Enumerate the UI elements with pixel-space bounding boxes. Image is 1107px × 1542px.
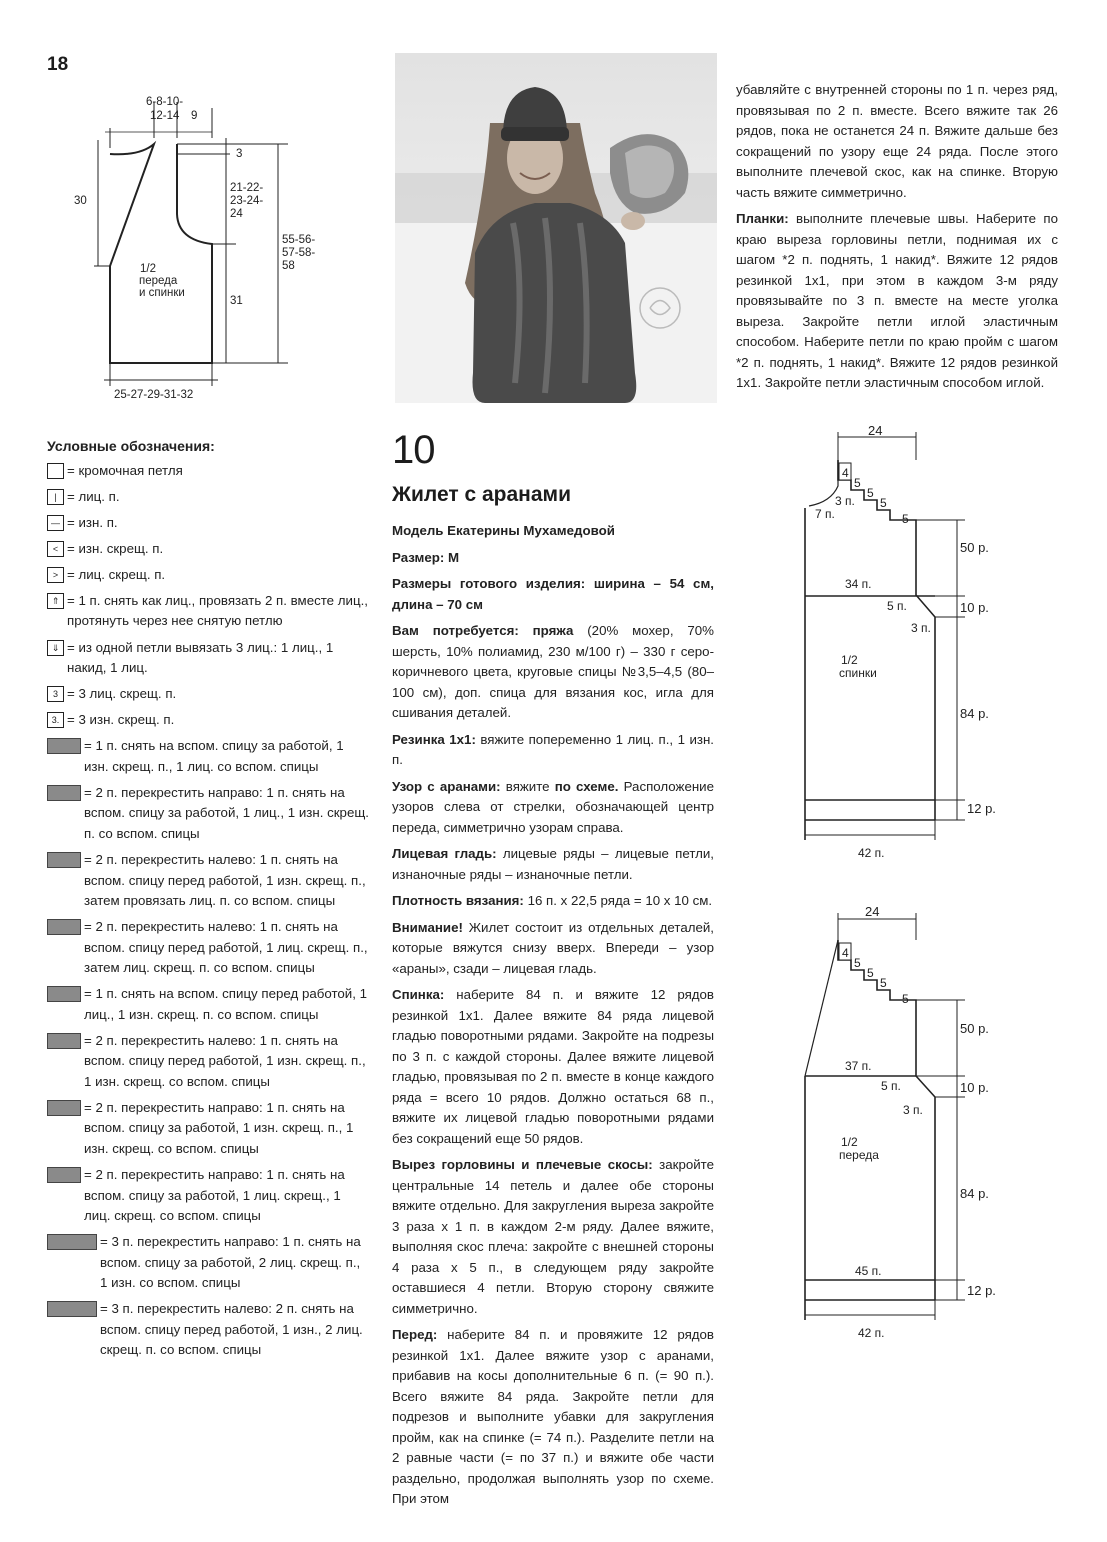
front-step-5d: 5 bbox=[902, 992, 909, 1006]
legend-item: ⇑ = 1 п. снять как лиц., провязать 2 п. вместе лиц., протянуть через нее снятую петлю bbox=[47, 591, 369, 632]
legend-item: = 2 п. перекрестить налево: 1 п. снять на вспом. спицу перед работой, 1 изн. скрещ. п., 1 изн. скрещ. со вспом. спицы bbox=[47, 1031, 369, 1093]
step-5c: 5 bbox=[880, 496, 887, 510]
schematic-front-back bbox=[60, 88, 360, 408]
legend bbox=[47, 436, 369, 1366]
cable-left-icon bbox=[47, 986, 81, 1002]
stitches-3: 3 п. bbox=[911, 621, 931, 635]
three-cross-left-icon bbox=[47, 1301, 97, 1317]
front-rows-12: 12 р. bbox=[967, 1283, 996, 1298]
edge-stitch-icon bbox=[47, 463, 64, 479]
step-5b: 5 bbox=[867, 486, 874, 500]
dim-top-2: 12-14 bbox=[150, 110, 180, 122]
front-step-5b: 5 bbox=[867, 966, 874, 980]
bands-text: выполните плечевые швы. Наберите по краю выреза горловины петли, поднимая их с шагом *2 п. поднять, 1 накид*. Вяжите 12 рядов резинкой 1х1, при этом в каждом 3-м ряду провязывайте по 3 п. вместе на месте уголка выреза. Закройте петли иглой эластичным способом. Наберите петли по краю пройм с шагом *2 п. поднять, 1 накид*. Вяжите 12 рядов резинкой 1х1. Закройте петли эластичным способом иглой. bbox=[736, 211, 1058, 390]
dim-total-2: 57-58- bbox=[282, 247, 316, 259]
cross-left-icon bbox=[47, 852, 81, 868]
front-stitches-5: 5 п. bbox=[881, 1079, 901, 1093]
stitches-37: 37 п. bbox=[845, 1059, 872, 1073]
step-5d: 5 bbox=[902, 512, 909, 526]
dim-armhole-3: 24 bbox=[230, 208, 243, 220]
dim-bottom: 25-27-29-31-32 bbox=[114, 389, 194, 401]
stockinette-paragraph: Лицевая гладь: лицевые ряды – лицевые петли, изнаночные ряды – изнаночные петли. bbox=[392, 846, 714, 882]
legend-item: = 3 п. перекрестить направо: 1 п. снять на вспом. спицу за работой, 2 лиц. скрещ. п., 1 изн. со вспом. спицы bbox=[47, 1232, 369, 1294]
instructions-column-middle bbox=[392, 521, 714, 1516]
dim-top-1: 6-8-10- bbox=[146, 96, 184, 108]
legend-item: = 1 п. снять на вспом. спицу перед работой, 1 лиц., 1 изн. скрещ. п. со вспом. спицы bbox=[47, 984, 369, 1025]
decrease-icon: ⇑ bbox=[47, 593, 64, 609]
front-step-5c: 5 bbox=[880, 976, 887, 990]
neck-3: 3 п. bbox=[835, 494, 855, 508]
legend-item: > = лиц. скрещ. п. bbox=[47, 565, 369, 586]
attention-paragraph: Внимание! Жилет состоит из отдельных деталей, которые вяжутся снизу вверх. Впереди – узор «араны», сзади – лицевая гладь. bbox=[392, 919, 714, 976]
rows-10: 10 р. bbox=[960, 600, 989, 615]
legend-item: = 2 п. перекрестить налево: 1 п. снять на вспом. спицу перед работой, 1 лиц. скрещ. п., затем лиц. скрещ. п. со вспом. спицы bbox=[47, 917, 369, 979]
purl-stitch-icon: — bbox=[47, 515, 64, 531]
bands-paragraph bbox=[736, 209, 1058, 394]
front-step-4: 4 bbox=[842, 946, 849, 960]
dim-30: 30 bbox=[74, 195, 87, 207]
neck-7: 7 п. bbox=[815, 507, 835, 521]
model-photo bbox=[395, 53, 717, 403]
front-paragraph: Перед: наберите 84 п. и провяжите 12 рядов резинкой 1х1. Далее вяжите узор с аранами, прибавив на косы дополнительные 6 п. (= 90 п.). Всего вяжите 84 ряда. Закройте петли для подрезов и выполните убавки для закругления пройм, как на спинке (= 74 п.). Разделите петли на 2 равные части (= по 37 п.) и вяжите обе части раздельно, продолжая выполнять узор по схеме. При этом bbox=[392, 1327, 714, 1506]
schematic-back bbox=[795, 420, 1045, 870]
schematic-front bbox=[795, 900, 1045, 1350]
gauge-paragraph: Плотность вязания: 16 п. х 22,5 ряда = 10 х 10 см. bbox=[392, 893, 713, 908]
legend-item: < = изн. скрещ. п. bbox=[47, 539, 369, 560]
pattern-number: 10 bbox=[392, 428, 435, 472]
legend-item: = кромочная петля bbox=[47, 461, 369, 482]
legend-item: — = изн. п. bbox=[47, 513, 369, 534]
label-half: 1/2 bbox=[140, 263, 156, 275]
front-top-width: 24 bbox=[865, 904, 880, 919]
knit-stitch-icon: | bbox=[47, 489, 64, 505]
cross-left-twisted-icon bbox=[47, 919, 81, 935]
finished-size: Размеры готового изделия: ширина – 54 см, длина – 70 см bbox=[392, 576, 714, 612]
front-stitches-3: 3 п. bbox=[903, 1103, 923, 1117]
back-paragraph: Спинка: наберите 84 п. и вяжите 12 рядов резинкой 1х1. Далее вяжите 84 ряда лицевой гладью поворотными рядами. Закройте на подрезы по 3 п. с каждой стороны. Далее вяжите лицевой гладью, провязывая по 2 п. вместе в конце каждого ряда = всего 10 рядов. Должно остаться 68 п., вяжите их лицевой гладью поворотными рядами без сокращений еще 50 рядов. bbox=[392, 987, 714, 1146]
front-bottom-42: 42 п. bbox=[858, 1326, 885, 1340]
dim-31: 31 bbox=[230, 295, 243, 307]
label-and-back: и спинки bbox=[139, 287, 185, 299]
bottom-42: 42 п. bbox=[858, 846, 885, 860]
rows-84: 84 р. bbox=[960, 706, 989, 721]
front-continued-text: убавляйте с внутренней стороны по 1 п. через ряд, провязывая по 2 п. вместе. Всего вяжите так 26 рядов, пока не останется 24 п. Вяжите дальше без сокращений по узору еще 24 ряда. После этого выполните плечевой скос, как на спинке. Вторую часть вяжите симметрично. bbox=[736, 82, 1058, 200]
stitches-5: 5 п. bbox=[887, 599, 907, 613]
page-number: 18 bbox=[47, 54, 69, 75]
legend-item: = 2 п. перекрестить направо: 1 п. снять на вспом. спицу за работой, 1 лиц., 1 изн. скрещ. п. со вспом. спицы bbox=[47, 783, 369, 845]
legend-item: = 3 п. перекрестить налево: 2 п. снять на вспом. спицу перед работой, 1 изн., 2 лиц. скрещ. п. со вспом. спицы bbox=[47, 1299, 369, 1361]
rows-50: 50 р. bbox=[960, 540, 989, 555]
rib-paragraph: Резинка 1х1: вяжите попеременно 1 лиц. п., 1 изн. п. bbox=[392, 731, 715, 767]
front-rows-84: 84 р. bbox=[960, 1186, 989, 1201]
cross-left-purl-icon bbox=[47, 1033, 81, 1049]
front-label: переда bbox=[839, 1148, 879, 1162]
stitches-45: 45 п. bbox=[855, 1264, 882, 1278]
dim-top-3: 9 bbox=[191, 110, 198, 122]
size: Размер: М bbox=[392, 549, 460, 565]
legend-title: Условные обозначения: bbox=[47, 438, 215, 454]
legend-item: = 1 п. снять на вспом. спицу за работой, 1 изн. скрещ. п., 1 лиц. со вспом. спицы bbox=[47, 736, 369, 777]
legend-item: = 2 п. перекрестить налево: 1 п. снять на вспом. спицу перед работой, 1 изн. скрещ. п., затем провязать лиц. п. со вспом. спицы bbox=[47, 850, 369, 912]
three-purl-twisted-icon: 3. bbox=[47, 712, 64, 728]
rows-12: 12 р. bbox=[967, 801, 996, 816]
three-cross-right-icon bbox=[47, 1234, 97, 1250]
back-label: спинки bbox=[839, 666, 877, 680]
model-credit: Модель Екатерины Мухамедовой bbox=[392, 523, 615, 538]
dim-total-1: 55-56- bbox=[282, 234, 316, 246]
legend-item: | = лиц. п. bbox=[47, 487, 369, 508]
back-label-half: 1/2 bbox=[841, 653, 858, 667]
front-label-half: 1/2 bbox=[841, 1135, 858, 1149]
aran-paragraph: Узор с аранами: вяжите по схеме. Расположение узоров слева от стрелки, обозначающей центр переда, симметрично узорам справа. bbox=[392, 778, 715, 835]
back-top-width: 24 bbox=[868, 423, 883, 438]
front-rows-10: 10 р. bbox=[960, 1080, 989, 1095]
materials-paragraph: Вам потребуется: пряжа (20% мохер, 70% шерсть, 10% полиамид, 230 м/100 г) – 330 г серо-коричневого цвета, круговые спицы №3,5–4,5 (80–100 см), доп. спица для вязания кос, игла для сшивания деталей. bbox=[392, 623, 714, 720]
cross-right-purl-icon bbox=[47, 1100, 81, 1116]
cross-right-knit-icon bbox=[47, 1167, 81, 1183]
neck-paragraph: Вырез горловины и плечевые скосы: закройте центральные 14 петель и далее обе стороны вяжите отдельно. Для закругления выреза закройте 3 раза х 1 п. в каждом 2-м ряду. Далее вяжите, выполняя скос плеча: закройте с внешней стороны 4 раза х 5 п., в следующем ряду закройте оставшиеся 4 петли. Вторую сторону свяжите симметрично. bbox=[392, 1157, 714, 1316]
stitches-34: 34 п. bbox=[845, 577, 872, 591]
front-step-5a: 5 bbox=[854, 956, 861, 970]
instructions-column-right bbox=[736, 80, 1058, 400]
three-knit-twisted-icon: 3 bbox=[47, 686, 64, 702]
dim-total-3: 58 bbox=[282, 260, 295, 272]
legend-item: 3. = 3 изн. скрещ. п. bbox=[47, 710, 369, 731]
legend-item: = 2 п. перекрестить направо: 1 п. снять на вспом. спицу за работой, 1 изн. скрещ. п., 1 изн. скрещ. со вспом. спицы bbox=[47, 1098, 369, 1160]
cable-right-icon bbox=[47, 738, 81, 754]
step-4: 4 bbox=[842, 466, 849, 480]
dim-armhole-1: 21-22- bbox=[230, 182, 264, 194]
front-rows-50: 50 р. bbox=[960, 1021, 989, 1036]
bands-label: Планки: bbox=[736, 211, 789, 226]
dim-armhole-2: 23-24- bbox=[230, 195, 264, 207]
legend-item: ⇓ = из одной петли вывязать 3 лиц.: 1 лиц., 1 накид, 1 лиц. bbox=[47, 638, 369, 679]
label-front: переда bbox=[139, 275, 178, 287]
pattern-title: Жилет с аранами bbox=[392, 483, 571, 506]
increase-icon: ⇓ bbox=[47, 640, 64, 656]
step-5a: 5 bbox=[854, 476, 861, 490]
cross-right-icon bbox=[47, 785, 81, 801]
purl-twisted-icon: < bbox=[47, 541, 64, 557]
woman-in-sweater-image bbox=[395, 53, 717, 403]
knit-twisted-icon: > bbox=[47, 567, 64, 583]
legend-item: 3 = 3 лиц. скрещ. п. bbox=[47, 684, 369, 705]
legend-item: = 2 п. перекрестить направо: 1 п. снять на вспом. спицу за работой, 1 лиц. скрещ., 1 лиц. скрещ. со вспом. спицы bbox=[47, 1165, 369, 1227]
dim-3: 3 bbox=[236, 148, 243, 160]
